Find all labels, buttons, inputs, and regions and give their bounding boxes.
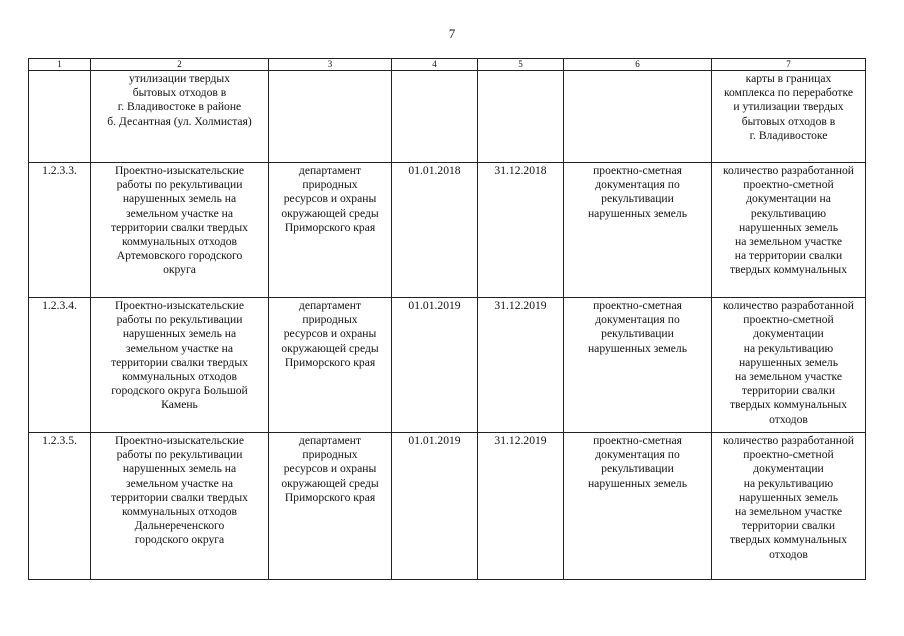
column-number: 7 (712, 59, 866, 71)
item-result: проектно-сметная документация по рекультивации нарушенных земель (564, 298, 712, 433)
item-start-date (392, 71, 478, 163)
item-result (564, 71, 712, 163)
item-indicator: количество разработанной проектно-сметной документации на рекультивацию нарушенных земель на земельном участке на территории свалки твердых коммунальных (712, 163, 866, 298)
item-name: утилизации твердых бытовых отходов в г. Владивостоке в районе б. Десантная (ул. Холмистая) (91, 71, 269, 163)
table-row (29, 433, 866, 580)
item-indicator: карты в границах комплекса по переработке и утилизации твердых бытовых отходов в г. Владивостоке (712, 71, 866, 163)
item-result: проектно-сметная документация по рекультивации нарушенных земель (564, 163, 712, 298)
item-indicator: количество разработанной проектно-сметной документации на рекультивацию нарушенных земель на земельном участке территории свалки твердых коммунальных отходов (712, 298, 866, 433)
column-number: 3 (269, 59, 392, 71)
column-number: 4 (392, 59, 478, 71)
item-end-date: 31.12.2019 (478, 298, 564, 433)
item-result: проектно-сметная документация по рекультивации нарушенных земель (564, 433, 712, 580)
item-name: Проектно-изыскательские работы по рекультивации нарушенных земель на земельном участке на территории свалки твердых коммунальных отходов Артемовского городского округа (91, 163, 269, 298)
item-end-date (478, 71, 564, 163)
item-start-date: 01.01.2018 (392, 163, 478, 298)
table-row (29, 71, 866, 163)
item-executor: департамент природных ресурсов и охраны окружающей среды Приморского края (269, 163, 392, 298)
item-executor (269, 71, 392, 163)
item-name: Проектно-изыскательские работы по рекультивации нарушенных земель на земельном участке на территории свалки твердых коммунальных отходов городского округа Большой Камень (91, 298, 269, 433)
item-number: 1.2.3.5. (29, 433, 91, 580)
item-number: 1.2.3.4. (29, 298, 91, 433)
column-number: 5 (478, 59, 564, 71)
column-number: 6 (564, 59, 712, 71)
item-name: Проектно-изыскательские работы по рекультивации нарушенных земель на земельном участке на территории свалки твердых коммунальных отходов Дальнереченского городского округа (91, 433, 269, 580)
column-number-row (29, 59, 866, 71)
program-table (28, 58, 866, 580)
item-start-date: 01.01.2019 (392, 433, 478, 580)
page-number: 7 (448, 26, 456, 41)
item-executor: департамент природных ресурсов и охраны окружающей среды Приморского края (269, 298, 392, 433)
item-end-date: 31.12.2019 (478, 433, 564, 580)
table-row (29, 163, 866, 298)
item-number (29, 71, 91, 163)
item-indicator: количество разработанной проектно-сметной документации на рекультивацию нарушенных земель на земельном участке территории свалки твердых коммунальных отходов (712, 433, 866, 580)
item-end-date: 31.12.2018 (478, 163, 564, 298)
table-row (29, 298, 866, 433)
item-number: 1.2.3.3. (29, 163, 91, 298)
item-executor: департамент природных ресурсов и охраны окружающей среды Приморского края (269, 433, 392, 580)
item-start-date: 01.01.2019 (392, 298, 478, 433)
column-number: 2 (91, 59, 269, 71)
column-number: 1 (29, 59, 91, 71)
